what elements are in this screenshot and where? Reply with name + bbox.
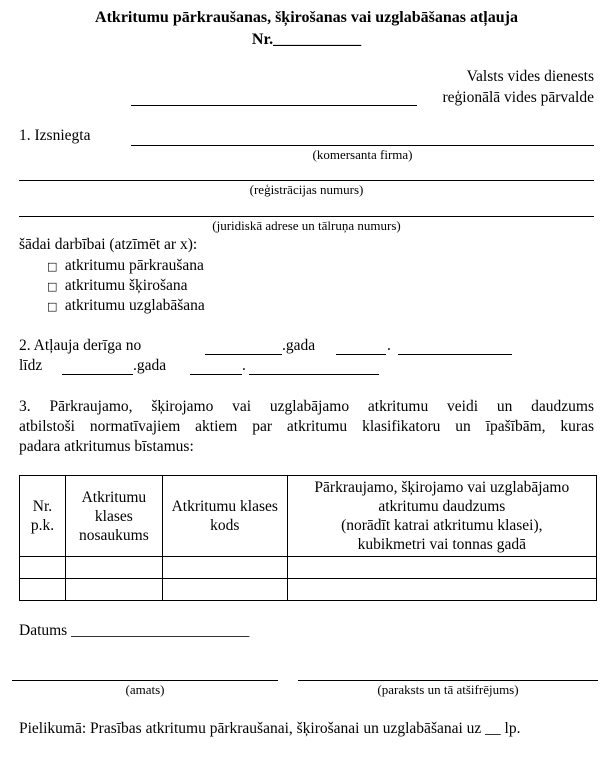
from-year-word: .gada xyxy=(282,337,316,354)
section1-label: 1. Izsniegta xyxy=(19,127,91,144)
option-label: atkritumu uzglabāšana xyxy=(64,297,205,314)
date-blank[interactable]: _______________________ xyxy=(71,622,250,639)
document-title: Atkritumu pārkraušanas, šķirošanas vai uzglabāšanas atļauja xyxy=(95,9,518,26)
issuer-line-2: reģionālā vides pārvalde xyxy=(442,89,594,106)
header-class-name: Atkritumu klases nosaukums xyxy=(65,476,162,557)
option-transfer xyxy=(47,257,204,275)
date-field xyxy=(19,622,249,640)
until-dot: . xyxy=(242,357,246,374)
table-cell[interactable] xyxy=(65,579,162,601)
option-sorting xyxy=(47,277,188,295)
table-cell[interactable] xyxy=(65,557,162,579)
from-dot: . xyxy=(387,337,391,354)
table-cell[interactable] xyxy=(20,557,66,579)
valid-from-label: 2. Atļauja derīga no xyxy=(19,337,142,354)
header-nr: Nr. p.k. xyxy=(20,476,66,557)
section3-line-3: padara atkritumus bīstamus: xyxy=(19,438,194,455)
checkbox-icon[interactable]: □ xyxy=(47,300,58,313)
header-class-code: Atkritumu klases kods xyxy=(162,476,287,557)
table-cell[interactable] xyxy=(20,579,66,601)
section3-line-2: atbilstoši normatīvajiem aktiem par atkritumu klasifikatoru un īpašībām, kuras xyxy=(19,418,594,435)
from-month-blank xyxy=(398,354,512,355)
signature-caption: (paraksts un tā atšifrējums) xyxy=(377,682,519,697)
table-row xyxy=(20,557,597,579)
valid-until-label: līdz xyxy=(19,357,43,374)
address-caption: (juridiskā adrese un tālruņa numurs) xyxy=(212,218,401,233)
issuer-line-1: Valsts vides dienests xyxy=(466,68,594,85)
until-day-blank xyxy=(190,374,242,375)
position-blank-line xyxy=(12,680,278,681)
checkbox-icon[interactable]: □ xyxy=(47,280,58,293)
option-label: atkritumu šķirošana xyxy=(64,277,188,294)
from-day-blank xyxy=(336,354,386,355)
registration-caption: (reģistrācijas numurs) xyxy=(249,182,364,197)
firm-caption: (komersanta firma) xyxy=(312,147,413,162)
option-storage xyxy=(47,297,205,315)
section3-line-1: 3. Pārkraujamo, šķirojamo vai uzglabājamo atkritumu veidi un daudzums xyxy=(19,398,594,415)
table-cell[interactable] xyxy=(162,579,287,601)
permit-number: Nr.___________ xyxy=(251,31,362,48)
date-label: Datums xyxy=(19,622,68,639)
table-cell[interactable] xyxy=(162,557,287,579)
from-year-blank xyxy=(205,354,282,355)
until-year-blank xyxy=(62,374,133,375)
attachment-note: Pielikumā: Prasības atkritumu pārkraušanai, šķirošanai un uzglabāšanai uz __ lp. xyxy=(19,720,521,737)
position-caption: (amats) xyxy=(125,682,165,697)
checkbox-icon[interactable]: □ xyxy=(47,260,58,273)
activity-intro: šādai darbībai (atzīmēt ar x): xyxy=(19,236,198,253)
table-cell[interactable] xyxy=(287,579,596,601)
address-blank-line xyxy=(19,216,594,217)
table-header-row xyxy=(20,476,597,557)
signature-blank-line xyxy=(298,680,598,681)
registration-blank-line xyxy=(19,180,594,181)
header-quantity: Pārkraujamo, šķirojamo vai uzglabājamo atkritumu daudzums (norādīt katrai atkritumu klasei), kubikmetri vai tonnas gadā xyxy=(287,476,596,557)
waste-table xyxy=(19,475,597,601)
option-label: atkritumu pārkraušana xyxy=(64,257,204,274)
until-year-word: .gada xyxy=(133,357,167,374)
firm-blank-line xyxy=(131,145,594,146)
region-blank-line xyxy=(131,105,417,106)
table-cell[interactable] xyxy=(287,557,596,579)
table-row xyxy=(20,579,597,601)
until-month-blank xyxy=(249,374,379,375)
